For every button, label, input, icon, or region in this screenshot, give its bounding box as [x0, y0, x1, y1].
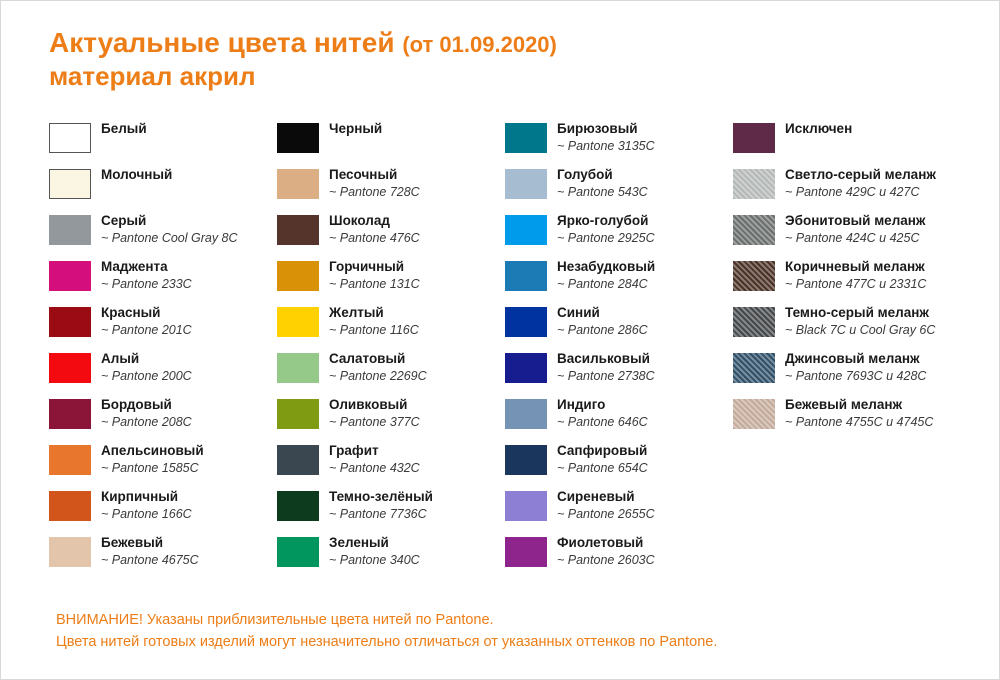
- color-name: Бирюзовый: [557, 121, 638, 136]
- color-pantone: ~ Pantone 432C: [329, 460, 420, 475]
- color-chip: [505, 491, 547, 521]
- color-pantone: ~ Pantone 116C: [329, 322, 419, 337]
- swatch-labels: [785, 259, 926, 293]
- color-chip: [277, 123, 319, 153]
- color-chip: [277, 445, 319, 475]
- color-chip: [505, 123, 547, 153]
- swatch-labels: [785, 397, 933, 431]
- swatch-labels: [785, 351, 926, 385]
- color-pantone: ~ Pantone 284C: [557, 276, 648, 291]
- color-pantone: ~ Pantone 543C: [557, 184, 648, 199]
- swatch-row: [277, 121, 505, 167]
- color-name: Желтый: [329, 305, 384, 320]
- swatch-labels: [329, 167, 420, 201]
- color-name: Фиолетовый: [557, 535, 644, 550]
- color-pantone: ~ Black 7C и Cool Gray 6C: [785, 322, 936, 337]
- swatch-labels: [329, 397, 420, 431]
- color-chip: [733, 215, 775, 245]
- color-pantone: ~ Pantone 3135C: [557, 138, 655, 153]
- swatch-row: [505, 167, 733, 213]
- color-chip: [277, 169, 319, 199]
- swatch-labels: [101, 259, 192, 293]
- color-chip: [505, 261, 547, 291]
- title-main-text: Актуальные цвета нитей: [49, 27, 403, 58]
- swatch-labels: [101, 121, 147, 138]
- swatch-labels: [101, 213, 238, 247]
- color-name: Джинсовый меланж: [785, 351, 920, 366]
- color-chip: [505, 307, 547, 337]
- color-name: Алый: [101, 351, 140, 366]
- swatch-row: [733, 213, 969, 259]
- color-chip: [505, 353, 547, 383]
- swatch-row: [49, 351, 277, 397]
- color-name: Кирпичный: [101, 489, 179, 504]
- swatch-labels: [329, 259, 420, 293]
- color-pantone: ~ Pantone 424C и 425C: [785, 230, 920, 245]
- swatch-column-1: [49, 121, 277, 581]
- swatch-row: [49, 213, 277, 259]
- swatch-row: [505, 489, 733, 535]
- color-chip: [505, 445, 547, 475]
- swatch-labels: [101, 397, 192, 431]
- title-line-1: [49, 27, 949, 59]
- color-name: Сиреневый: [557, 489, 635, 504]
- color-pantone: ~ Pantone 377C: [329, 414, 420, 429]
- title-line-2: материал акрил: [49, 61, 256, 92]
- swatch-labels: [329, 443, 420, 477]
- color-pantone: ~ Pantone 477C и 2331C: [785, 276, 927, 291]
- swatch-labels: [329, 121, 382, 138]
- color-pantone: ~ Pantone 7693C и 428C: [785, 368, 927, 383]
- color-pantone: ~ Pantone 340C: [329, 552, 420, 567]
- swatch-row: [505, 397, 733, 443]
- swatch-row: [505, 259, 733, 305]
- color-pantone: ~ Pantone 131C: [329, 276, 420, 291]
- color-name: Ярко-голубой: [557, 213, 649, 228]
- color-pantone: ~ Pantone 208C: [101, 414, 192, 429]
- color-name: Молочный: [101, 167, 173, 182]
- swatch-row: [733, 305, 969, 351]
- color-pantone: ~ Pantone 201C: [101, 322, 192, 337]
- color-name: Черный: [329, 121, 383, 136]
- swatch-labels: [785, 213, 926, 247]
- swatch-columns: [49, 121, 969, 581]
- color-chip: [505, 399, 547, 429]
- color-chip: [49, 353, 91, 383]
- color-name: Коричневый меланж: [785, 259, 925, 274]
- color-pantone: ~ Pantone 4675C: [101, 552, 199, 567]
- color-name: Бордовый: [101, 397, 172, 412]
- color-pantone: ~ Pantone 429C и 427C: [785, 184, 920, 199]
- color-chip: [733, 169, 775, 199]
- swatch-labels: [785, 167, 936, 201]
- color-name: Горчичный: [329, 259, 405, 274]
- color-name: Апельсиновый: [101, 443, 204, 458]
- swatch-labels: [785, 305, 935, 339]
- swatch-row: [505, 213, 733, 259]
- color-chip: [505, 169, 547, 199]
- color-chip: [49, 445, 91, 475]
- swatch-labels: [329, 489, 433, 523]
- color-name: Белый: [101, 121, 147, 136]
- swatch-row: [733, 259, 969, 305]
- color-name: Индиго: [557, 397, 606, 412]
- color-chip: [505, 215, 547, 245]
- color-name: Песочный: [329, 167, 398, 182]
- swatch-row: [49, 121, 277, 167]
- color-chip: [277, 307, 319, 337]
- swatch-labels: [785, 121, 852, 138]
- color-pantone: ~ Pantone 200C: [101, 368, 192, 383]
- footer-note: [56, 609, 956, 654]
- swatch-labels: [329, 213, 420, 247]
- swatch-labels: [101, 443, 204, 477]
- color-pantone: ~ Pantone 233C: [101, 276, 192, 291]
- color-chip: [49, 169, 91, 199]
- color-name: Бежевый: [101, 535, 164, 550]
- color-chip: [49, 399, 91, 429]
- color-pantone: ~ Pantone 2603C: [557, 552, 655, 567]
- color-chip: [505, 537, 547, 567]
- swatch-row: [505, 351, 733, 397]
- swatch-row: [277, 443, 505, 489]
- color-chip: [277, 491, 319, 521]
- color-pantone: ~ Pantone 286C: [557, 322, 648, 337]
- color-name: Оливковый: [329, 397, 408, 412]
- swatch-labels: [557, 351, 655, 385]
- color-name: Салатовый: [329, 351, 406, 366]
- color-pantone: ~ Pantone 7736C: [329, 506, 427, 521]
- color-chip: [277, 353, 319, 383]
- swatch-row: [277, 397, 505, 443]
- page-title: [49, 27, 949, 92]
- swatch-row: [277, 305, 505, 351]
- color-name: Синий: [557, 305, 600, 320]
- color-chip: [733, 399, 775, 429]
- color-chip: [49, 307, 91, 337]
- color-name: Исключен: [785, 121, 853, 136]
- color-chip: [277, 399, 319, 429]
- swatch-labels: [329, 351, 427, 385]
- color-name: Бежевый меланж: [785, 397, 903, 412]
- footer-line-1: ВНИМАНИЕ! Указаны приблизительные цвета нитей по Pantone.: [56, 612, 494, 628]
- color-pantone: ~ Pantone 654C: [557, 460, 648, 475]
- color-pantone: ~ Pantone 2925C: [557, 230, 655, 245]
- swatch-labels: [557, 397, 648, 431]
- color-chip: [49, 123, 91, 153]
- color-name: Графит: [329, 443, 379, 458]
- color-chip: [733, 353, 775, 383]
- swatch-labels: [557, 489, 655, 523]
- color-pantone: ~ Pantone 4755C и 4745C: [785, 414, 934, 429]
- swatch-row: [49, 443, 277, 489]
- swatch-row: [733, 397, 969, 443]
- color-name: Серый: [101, 213, 147, 228]
- color-name: Голубой: [557, 167, 613, 182]
- swatch-labels: [329, 535, 420, 569]
- color-pantone: ~ Pantone 728C: [329, 184, 420, 199]
- swatch-column-2: [277, 121, 505, 581]
- swatch-labels: [557, 213, 655, 247]
- color-chip: [49, 491, 91, 521]
- swatch-labels: [101, 305, 192, 339]
- swatch-row: [505, 305, 733, 351]
- swatch-labels: [557, 259, 655, 293]
- swatch-row: [277, 259, 505, 305]
- swatch-row: [505, 121, 733, 167]
- swatch-labels: [557, 305, 648, 339]
- swatch-row: [49, 305, 277, 351]
- color-name: Сапфировый: [557, 443, 648, 458]
- swatch-row: [277, 213, 505, 259]
- footer-line-2: Цвета нитей готовых изделий могут незначительно отличаться от указанных оттенков по Pantone.: [56, 634, 718, 651]
- swatch-labels: [557, 167, 648, 201]
- color-name: Темно-зелёный: [329, 489, 433, 504]
- swatch-labels: [101, 351, 192, 385]
- color-name: Шоколад: [329, 213, 390, 228]
- color-name: Васильковый: [557, 351, 650, 366]
- color-chip: [733, 307, 775, 337]
- swatch-row: [49, 397, 277, 443]
- color-chip: [733, 261, 775, 291]
- color-pantone: ~ Pantone Cool Gray 8C: [101, 230, 238, 245]
- color-chip: [49, 537, 91, 567]
- swatch-labels: [101, 167, 172, 184]
- swatch-row: [49, 535, 277, 581]
- swatch-labels: [101, 489, 192, 523]
- color-name: Незабудковый: [557, 259, 656, 274]
- color-name: Маджента: [101, 259, 168, 274]
- color-name: Зеленый: [329, 535, 389, 550]
- swatch-labels: [557, 535, 655, 569]
- color-pantone: ~ Pantone 2655C: [557, 506, 655, 521]
- swatch-row: [49, 167, 277, 213]
- color-pantone: ~ Pantone 2269C: [329, 368, 427, 383]
- color-name: Красный: [101, 305, 161, 320]
- color-chip: [49, 261, 91, 291]
- swatch-labels: [557, 443, 648, 477]
- color-chip: [49, 215, 91, 245]
- swatch-row: [733, 121, 969, 167]
- swatch-column-4: [733, 121, 969, 581]
- color-pantone: ~ Pantone 1585C: [101, 460, 199, 475]
- swatch-row: [277, 535, 505, 581]
- color-chip: [277, 537, 319, 567]
- swatch-row: [277, 351, 505, 397]
- color-pantone: ~ Pantone 476C: [329, 230, 420, 245]
- swatch-labels: [329, 305, 419, 339]
- swatch-row: [505, 535, 733, 581]
- swatch-row: [733, 167, 969, 213]
- color-chip: [733, 123, 775, 153]
- swatch-row: [49, 489, 277, 535]
- swatch-column-3: [505, 121, 733, 581]
- swatch-row: [277, 167, 505, 213]
- title-date: (от 01.09.2020): [402, 32, 557, 57]
- swatch-labels: [101, 535, 199, 569]
- color-pantone: ~ Pantone 2738C: [557, 368, 655, 383]
- color-chip: [277, 215, 319, 245]
- color-name: Светло-серый меланж: [785, 167, 936, 182]
- color-pantone: ~ Pantone 646C: [557, 414, 648, 429]
- swatch-row: [277, 489, 505, 535]
- swatch-labels: [557, 121, 655, 155]
- swatch-row: [733, 351, 969, 397]
- color-name: Эбонитовый меланж: [785, 213, 926, 228]
- color-pantone: ~ Pantone 166C: [101, 506, 192, 521]
- swatch-row: [49, 259, 277, 305]
- color-name: Темно-серый меланж: [785, 305, 929, 320]
- color-chip: [277, 261, 319, 291]
- swatch-row: [505, 443, 733, 489]
